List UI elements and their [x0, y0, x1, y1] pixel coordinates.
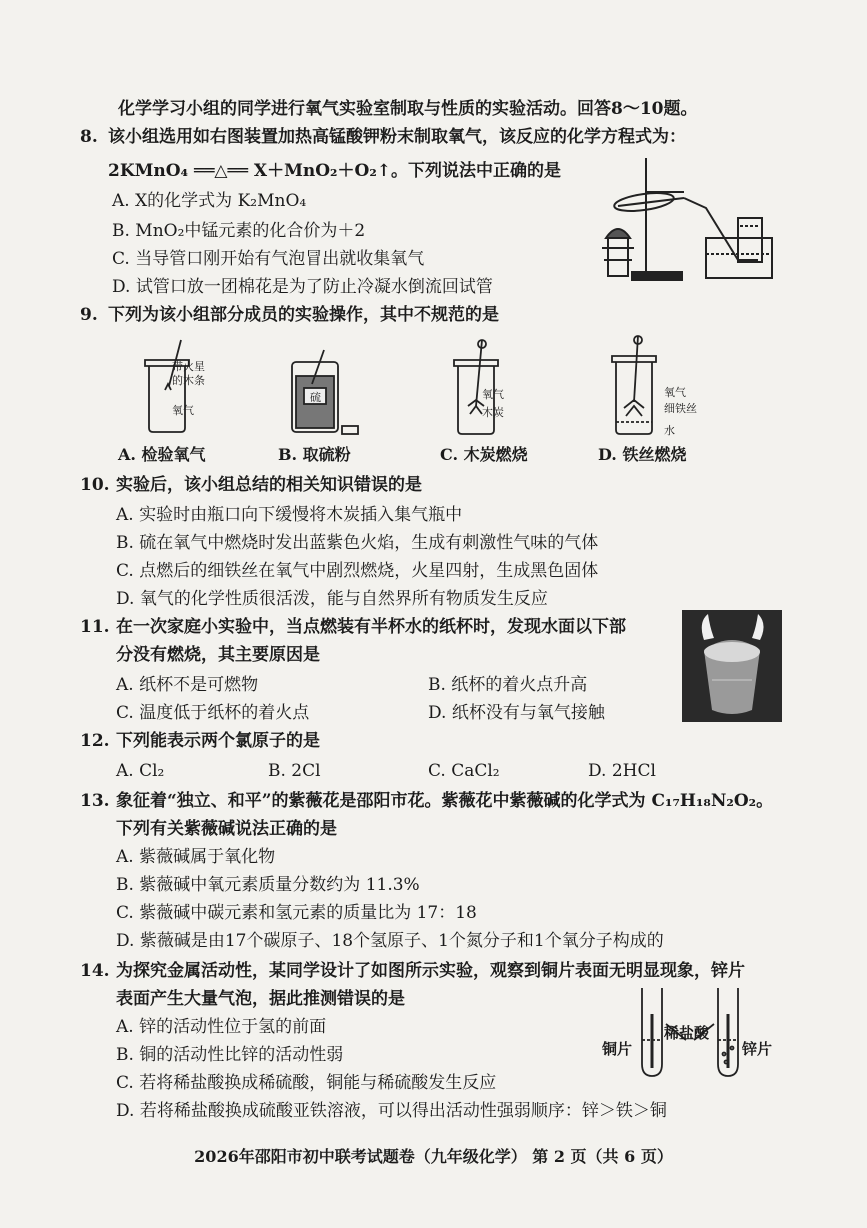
q13-number: 13. [80, 791, 110, 811]
q14-option-c: C. 若将稀盐酸换成稀硫酸，铜能与稀硫酸发生反应 [116, 1073, 497, 1093]
q12-number: 12. [80, 731, 110, 751]
q10-option-b: B. 硫在氧气中燃烧时发出蓝紫色火焰，生成有刺激性气味的气体 [116, 533, 599, 553]
q9-stem: 下列为该小组部分成员的实验操作，其中不规范的是 [108, 305, 499, 325]
q12-option-a: A. Cl₂ [116, 761, 165, 781]
label-zinc: 锌片 [742, 1040, 773, 1058]
q11-option-c: C. 温度低于纸杯的着火点 [116, 703, 310, 723]
q9-caption-d: D. 铁丝燃烧 [598, 445, 687, 464]
q14-stem-line1: 为探究金属活动性，某同学设计了如图所示实验，观察到铜片表面无明显现象，锌片 [116, 961, 745, 981]
q8-number: 8. [80, 127, 98, 147]
q9-caption-c: C. 木炭燃烧 [440, 445, 528, 464]
label-glowing-splint-2: 的木条 [172, 374, 205, 387]
q8-stem: 该小组选用如右图装置加热高锰酸钾粉末制取氧气，该反应的化学方程式为： [108, 127, 686, 147]
label-dilute-hcl: 稀盐酸 [664, 1024, 710, 1042]
q10-option-d: D. 氧气的化学性质很活泼，能与自然界所有物质发生反应 [116, 589, 548, 609]
q10-stem: 实验后，该小组总结的相关知识错误的是 [116, 475, 422, 495]
label-iron-wire: 细铁丝 [664, 402, 697, 415]
q12-option-b: B. 2Cl [268, 761, 321, 781]
q8-equation: 2KMnO₄ ══△══ X＋MnO₂＋O₂↑。下列说法中正确的是 [108, 161, 562, 181]
q12-stem: 下列能表示两个氯原子的是 [116, 731, 320, 751]
label-charcoal: 木炭 [482, 406, 504, 419]
q9-caption-a: A. 检验氧气 [118, 445, 206, 464]
oxygen-apparatus-figure [588, 148, 774, 284]
q11-stem-line1: 在一次家庭小实验中，当点燃装有半杯水的纸杯时，发现水面以下部 [116, 617, 626, 637]
label-copper: 铜片 [602, 1040, 633, 1058]
q9-caption-b: B. 取硫粉 [278, 445, 351, 464]
q8-option-d: D. 试管口放一团棉花是为了防止冷凝水倒流回试管 [112, 277, 493, 297]
label-water: 水 [664, 424, 675, 437]
take-sulfur-figure [288, 348, 368, 440]
q8-option-b: B. MnO₂中锰元素的化合价为＋2 [112, 221, 366, 241]
label-glowing-splint-1: 带火星 [172, 360, 205, 373]
q14-number: 14. [80, 961, 110, 981]
q14-option-d: D. 若将稀盐酸换成硫酸亚铁溶液，可以得出活动性强弱顺序：锌＞铁＞铜 [116, 1101, 667, 1121]
q8-option-c: C. 当导管口刚开始有气泡冒出就收集氧气 [112, 249, 425, 269]
q10-option-c: C. 点燃后的细铁丝在氧气中剧烈燃烧，火星四射，生成黑色固体 [116, 561, 599, 581]
q14-stem-line2: 表面产生大量气泡，据此推测错误的是 [116, 989, 405, 1009]
label-oxygen-c: 氧气 [482, 388, 504, 401]
q13-stem-line1: 象征着“独立、和平”的紫薇花是邵阳市花。紫薇花中紫薇碱的化学式为 C₁₇H₁₈N₂O₂。 [116, 791, 774, 811]
iron-wire-burning-figure [606, 332, 666, 440]
section-intro: 化学学习小组的同学进行氧气实验室制取与性质的实验活动。回答8～10题。 [118, 99, 698, 119]
q12-option-c: C. CaCl₂ [428, 761, 500, 781]
charcoal-burning-figure [446, 336, 516, 440]
q13-option-d: D. 紫薇碱是由17个碳原子、18个氢原子、1个氮分子和1个氧分子构成的 [116, 931, 664, 951]
q13-option-a: A. 紫薇碱属于氧化物 [116, 847, 276, 867]
q8-option-a: A. X的化学式为 K₂MnO₄ [112, 191, 307, 211]
q13-stem-line2: 下列有关紫薇碱说法正确的是 [116, 819, 337, 839]
q12-option-d: D. 2HCl [588, 761, 656, 781]
label-sulfur: 硫 [310, 391, 321, 404]
paper-cup-photo [682, 610, 782, 722]
q13-option-b: B. 紫薇碱中氧元素质量分数约为 11.3% [116, 875, 420, 895]
q10-option-a: A. 实验时由瓶口向下缓慢将木炭插入集气瓶中 [116, 505, 463, 525]
page-footer: 2026年邵阳市初中联考试题卷（九年级化学） 第 2 页（共 6 页） [194, 1147, 673, 1166]
q11-stem-line2: 分没有燃烧，其主要原因是 [116, 645, 320, 665]
q10-number: 10. [80, 475, 110, 495]
q14-option-a: A. 锌的活动性位于氢的前面 [116, 1017, 327, 1037]
label-oxygen-d: 氧气 [664, 386, 686, 399]
q11-option-d: D. 纸杯没有与氧气接触 [428, 703, 605, 723]
q11-number: 11. [80, 617, 110, 637]
label-oxygen-a: 氧气 [172, 404, 194, 417]
q11-option-b: B. 纸杯的着火点升高 [428, 675, 588, 695]
q13-option-c: C. 紫薇碱中碳元素和氢元素的质量比为 17：18 [116, 903, 477, 923]
q9-number: 9. [80, 305, 98, 325]
q14-option-b: B. 铜的活动性比锌的活动性弱 [116, 1045, 344, 1065]
q11-option-a: A. 纸杯不是可燃物 [116, 675, 259, 695]
